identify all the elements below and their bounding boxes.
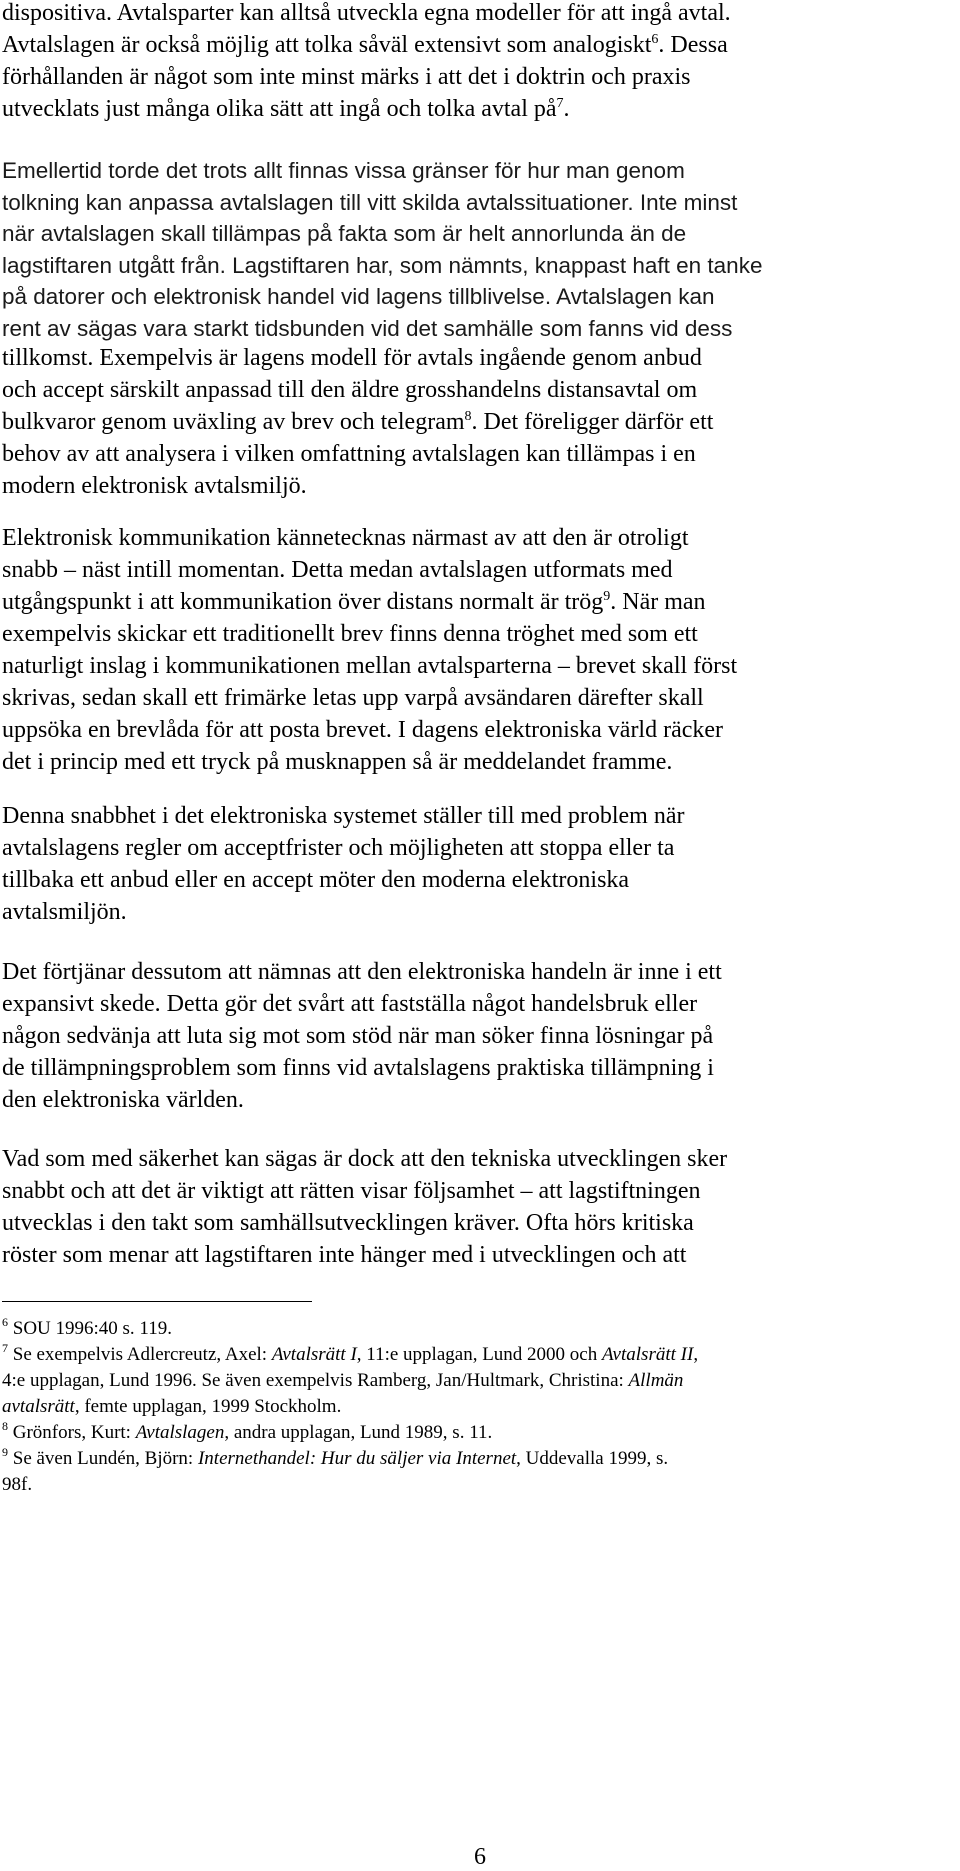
text-line: behov av att analysera i vilken omfattning avtalslagen kan tillämpas i en — [2, 441, 696, 467]
text-line: snabbt och att det är viktigt att rätten visar följsamhet – att lagstiftningen — [2, 1178, 701, 1204]
footnote-8: $^8$ Grönfors, Kurt: Avtalslagen, andra upplagan, Lund 1989, s. 11. — [2, 1419, 493, 1443]
text-line: någon sedvänja att luta sig mot som stöd när man söker finna lösningar på — [2, 1023, 714, 1049]
text-line: dispositiva. Avtalsparter kan alltså utveckla egna modeller för att ingå avtal. — [2, 0, 731, 26]
text-line: den elektroniska världen. — [2, 1087, 244, 1113]
book-title: Internethandel: Hur du säljer via Internet — [197, 1448, 517, 1469]
text-line: det i princip med ett tryck på musknappen så är meddelandet framme. — [2, 749, 673, 775]
text-line: snabb – näst intill momentan. Detta medan avtalslagen utformats med — [2, 557, 673, 583]
text-line: utvecklas i den takt som samhällsutvecklingen kräver. Ofta hörs kritiska — [2, 1210, 694, 1236]
footnote-ref-9[interactable]: 9 — [603, 589, 611, 604]
text-line: när avtalslagen skall tillämpas på fakta som är helt annorlunda än de — [2, 221, 687, 246]
text-line: tillkomst. Exempelvis är lagens modell för avtals ingående genom anbud — [2, 345, 702, 371]
text-line: och accept särskilt anpassad till den äldre grosshandelns distansavtal om — [2, 377, 698, 403]
footnote-separator — [2, 1301, 312, 1302]
text-line: på datorer och elektronisk handel vid lagens tillblivelse. Avtalslagen kan — [2, 284, 715, 309]
text-line: tillbaka ett anbud eller en accept möter den moderna elektroniska — [2, 867, 630, 893]
footnote-number: 6 — [2, 1315, 8, 1329]
text-line: Elektronisk kommunikation kännetecknas närmast av att den är otroligt — [2, 525, 689, 551]
text-line: bulkvaror genom uväxling av brev och telegram$^8$. Det föreligger därför ett — [2, 409, 714, 435]
text-line: Avtalslagen är också möjlig att tolka såväl extensivt som analogiskt$^6$. Dessa — [2, 32, 728, 58]
paragraph-6 — [2, 1143, 954, 1271]
paragraph-4 — [2, 800, 954, 928]
text-line: skrivas, sedan skall ett frimärke letas upp varpå avsändaren därefter skall — [2, 685, 704, 711]
footnote-9: $^9$ Se även Lundén, Björn: Internethandel: Hur du säljer via Internet, Uddevalla 1999, s. — [2, 1445, 669, 1469]
footnote-ref-8[interactable]: 8 — [464, 409, 472, 424]
book-title: avtalsrätt — [2, 1396, 75, 1417]
text-line: de tillämpningsproblem som finns vid avtalslagens praktiska tillämpning i — [2, 1055, 714, 1081]
text-line: expansivt skede. Detta gör det svårt att fastställa något handelsbruk eller — [2, 991, 698, 1017]
text-line: exempelvis skickar ett traditionellt brev finns denna tröghet med som ett — [2, 621, 698, 647]
book-title: Avtalsrätt I — [271, 1344, 357, 1365]
footnote-ref-6[interactable]: 6 — [651, 32, 659, 47]
text-line: Det förtjänar dessutom att nämnas att den elektroniska handeln är inne i ett — [2, 959, 722, 985]
footnote-9-line-2: 98f. — [2, 1474, 33, 1495]
footnote-number: 9 — [2, 1445, 8, 1459]
text-line: tolkning kan anpassa avtalslagen till vitt skilda avtalssituationer. Inte minst — [2, 189, 738, 215]
footnote-number: 8 — [2, 1419, 8, 1433]
text-line: modern elektronisk avtalsmiljö. — [2, 473, 307, 499]
text-line: avtalsmiljön. — [2, 899, 127, 925]
footnote-7-line-3: avtalsrätt, femte upplagan, 1999 Stockholm. — [2, 1396, 342, 1417]
page-number: 6 — [474, 1844, 486, 1870]
text-line: rent av sägas vara starkt tidsbunden vid det samhälle som fanns vid dess — [2, 315, 733, 341]
footnotes — [2, 1316, 957, 1498]
text-line: Denna snabbhet i det elektroniska systemet ställer till med problem när — [2, 803, 685, 829]
footnote-ref-7[interactable]: 7 — [556, 96, 564, 111]
footnote-6: $^6$ SOU 1996:40 s. 119. — [2, 1315, 172, 1339]
paragraph-3 — [2, 522, 954, 778]
footnote-7-line-2: 4:e upplagan, Lund 1996. Se även exempelvis Ramberg, Jan/Hultmark, Christina: Allmän — [2, 1370, 684, 1391]
text-line: Vad som med säkerhet kan sägas är dock att den tekniska utvecklingen sker — [2, 1146, 728, 1172]
text-line: Emellertid torde det trots allt finnas vissa gränser för hur man genom — [2, 158, 685, 183]
text-line: förhållanden är något som inte minst märks i att det i doktrin och praxis — [2, 64, 691, 90]
paragraph-2-continued — [2, 342, 954, 502]
text-line: avtalslagens regler om acceptfrister och möjligheten att stoppa eller ta — [2, 835, 675, 861]
footnote-number: 7 — [2, 1341, 8, 1355]
text-line: röster som menar att lagstiftaren inte hänger med i utvecklingen och att — [2, 1242, 687, 1268]
book-title: Avtalsrätt II — [602, 1344, 694, 1365]
paragraph-1 — [2, 0, 954, 125]
book-title: Avtalslagen — [135, 1422, 225, 1443]
paragraph-2 — [2, 155, 954, 344]
paragraph-5 — [2, 956, 954, 1116]
text-line: utgångspunkt i att kommunikation över distans normalt är trög$^9$. När man — [2, 589, 706, 615]
text-line: lagstiftaren utgått från. Lagstiftaren har, som nämnts, knappast haft en tanke — [2, 252, 763, 278]
footnote-7: $^7$ Se exempelvis Adlercreutz, Axel: Avtalsrätt I, 11:e upplagan, Lund 2000 och Avtalsrätt II, — [2, 1341, 699, 1365]
text-line: naturligt inslag i kommunikationen mellan avtalsparterna – brevet skall först — [2, 653, 738, 679]
text-line: uppsöka en brevlåda för att posta brevet. I dagens elektroniska värld räcker — [2, 717, 724, 743]
book-title: Allmän — [628, 1370, 684, 1391]
text-line: utvecklats just många olika sätt att ingå och tolka avtal $på^7$. — [2, 96, 570, 122]
